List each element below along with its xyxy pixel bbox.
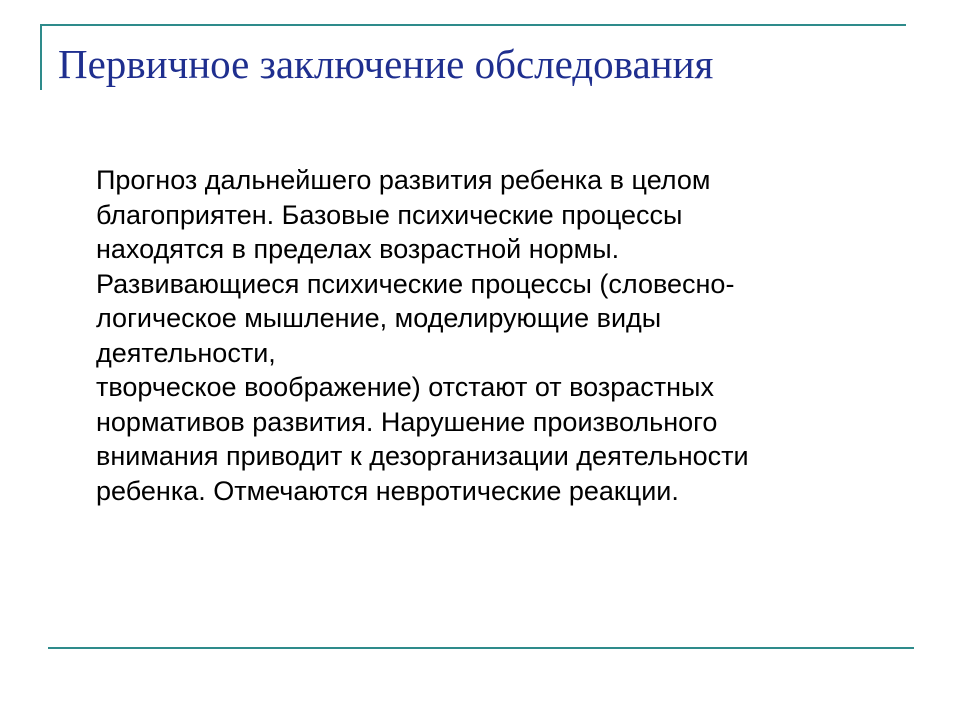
slide-body (96, 163, 896, 508)
body-line: благоприятен. Базовые психические процессы (96, 199, 683, 230)
body-line: Развивающиеся психические процессы (словесно- (96, 268, 735, 299)
body-line: внимания приводит к дезорганизации деятельности (96, 441, 749, 471)
body-line: творческое воображение) отстают от возрастных (96, 372, 714, 402)
frame-left-line (40, 24, 42, 90)
frame-bottom-line (48, 647, 914, 649)
body-line: Прогноз дальнейшего развития ребенка в целом (96, 165, 711, 195)
body-line: нормативов развития. Нарушение произвольного (96, 406, 718, 437)
body-line: находятся в пределах возрастной нормы. (96, 234, 620, 264)
body-line: ребенка. Отмечаются невротические реакции. (96, 475, 679, 506)
slide-title: Первичное заключение обследования (58, 41, 714, 87)
body-line: деятельности, (96, 337, 276, 368)
frame-top-line (40, 24, 906, 26)
body-line: логическое мышление, моделирующие виды (96, 303, 662, 333)
